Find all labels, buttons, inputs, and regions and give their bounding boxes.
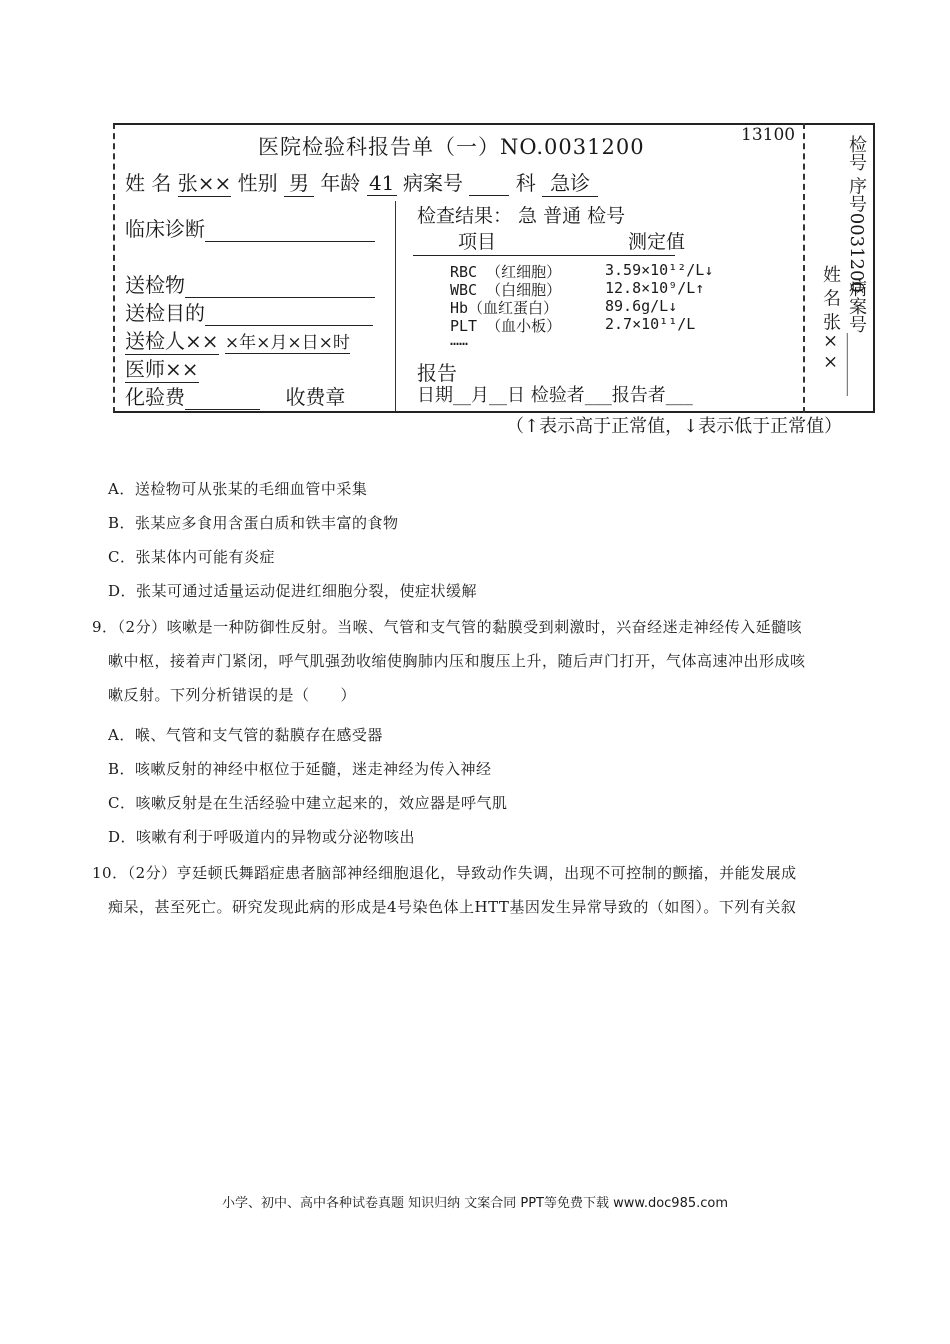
age-label: 年龄 [320,171,361,195]
doctor-label: 医师×× [125,353,199,383]
sender-row [125,325,350,355]
header-underline [413,255,675,256]
report-stub-divider [803,123,805,413]
sender-label: 送检人×× [125,325,219,355]
report-legend: （↑表示高于正常值，↓表示低于正常值） [506,416,843,437]
q8-option-a: A．送检物可从张某的毛细血管中采集 [108,480,368,498]
sample-label: 送检物 [125,273,185,297]
page-footer: 小学、初中、高中各种试卷真题 知识归纳 文案合同 PPT等免费下载 www.doc985.com [221,1196,729,1211]
dept-label: 科 [515,171,536,195]
result-item: PLT （血小板） [450,317,562,335]
fee-label: 化验费 [125,385,185,409]
name-label: 姓 名 [125,171,172,195]
q10-stem-line: 10．（2分）亨廷顿氏舞蹈症患者脑部神经细胞退化，导致动作失调，出现不可控制的颤搐，并能发展成 [92,864,797,882]
sample-blank [185,273,375,298]
purpose-label: 送检目的 [125,301,205,325]
report-code: 13100 [741,125,796,145]
sex-value: 男 [284,167,314,197]
patient-info-row [125,167,598,197]
sender-date: ×年×月×日×时 [225,328,350,354]
q9-stem-line: 嗽中枢，接着声门紧闭，呼气肌强劲收缩使胸肺内压和腹压上升，随后声门打开，气体高速冲出形成咳 [108,652,806,670]
diagnosis-blank [205,217,375,242]
sample-row [125,269,375,298]
q9-option-c: C．咳嗽反射是在生活经验中建立起来的，效应器是呼气肌 [108,794,508,812]
result-item: Hb（血红蛋白） [450,299,559,317]
stamp-label: 收费章 [285,385,346,409]
case-label: 病案号 [403,171,464,195]
report-date-line: 日期__月__日 检验者___报告者___ [417,385,693,406]
q9-option-a: A．喉、气管和支气管的黏膜存在感受器 [108,726,383,744]
q8-option-c: C．张某体内可能有炎症 [108,548,275,566]
q9-option-d: D．咳嗽有利于呼吸道内的异物或分泌物咳出 [108,828,416,846]
q9-option-b: B．咳嗽反射的神经中枢位于延髓，迷走神经为传入神经 [108,760,492,778]
result-item: RBC （红细胞） [450,263,562,281]
purpose-blank [205,301,373,326]
result-item: WBC （白细胞） [450,281,562,299]
name-value: 张×× [178,167,232,197]
diagnosis-label: 临床诊断 [125,217,205,241]
q9-stem-line: 嗽反射。下列分析错误的是（ ） [108,686,357,704]
result-value: 3.59×10¹²/L↓ [605,261,714,279]
q10-stem-line: 痴呆，甚至死亡。研究发现此病的形成是4号染色体上HTT基因发生异常导致的（如图）。下列有关叙 [108,898,797,916]
stub-case: 病案号_______ [846,279,867,396]
result-ellipsis: …… [450,331,469,349]
age-value: 41 [367,171,397,196]
dept-value: 急诊 [542,167,598,197]
fee-row [125,381,345,410]
result-value: 89.6g/L↓ [605,297,678,315]
sex-label: 性别 [237,171,278,195]
result-header: 检查结果： 急 普通 检号 [417,205,626,227]
report-title: 医院检验科报告单（一）NO.0031200 [258,135,645,159]
fee-blank [185,385,260,410]
q9-stem-line: 9．（2分）咳嗽是一种防御性反射。当喉、气管和支气管的黏膜受到刺激时，兴奋经迷走神经传入延髓咳 [92,618,803,636]
stub-serial: 检号 序号0031200 [846,135,867,293]
diagnosis-row [125,213,375,242]
case-blank [469,171,509,196]
report-stub [813,129,869,409]
q8-option-b: B．张某应多食用含蛋白质和铁丰富的食物 [108,514,399,532]
lab-report-image [113,123,875,413]
report-label: 报告 [417,361,457,385]
report-divider [395,201,396,411]
q8-option-d: D．张某可通过适量运动促进红细胞分裂，使症状缓解 [108,582,478,600]
stub-name: 姓 名 张×× [820,265,841,373]
col-value: 测定值 [628,231,686,253]
purpose-row [125,297,373,326]
doctor-row [125,353,199,383]
result-value: 2.7×10¹¹/L [605,315,696,333]
result-value: 12.8×10⁹/L↑ [605,279,705,297]
col-item: 项目 [458,231,497,253]
